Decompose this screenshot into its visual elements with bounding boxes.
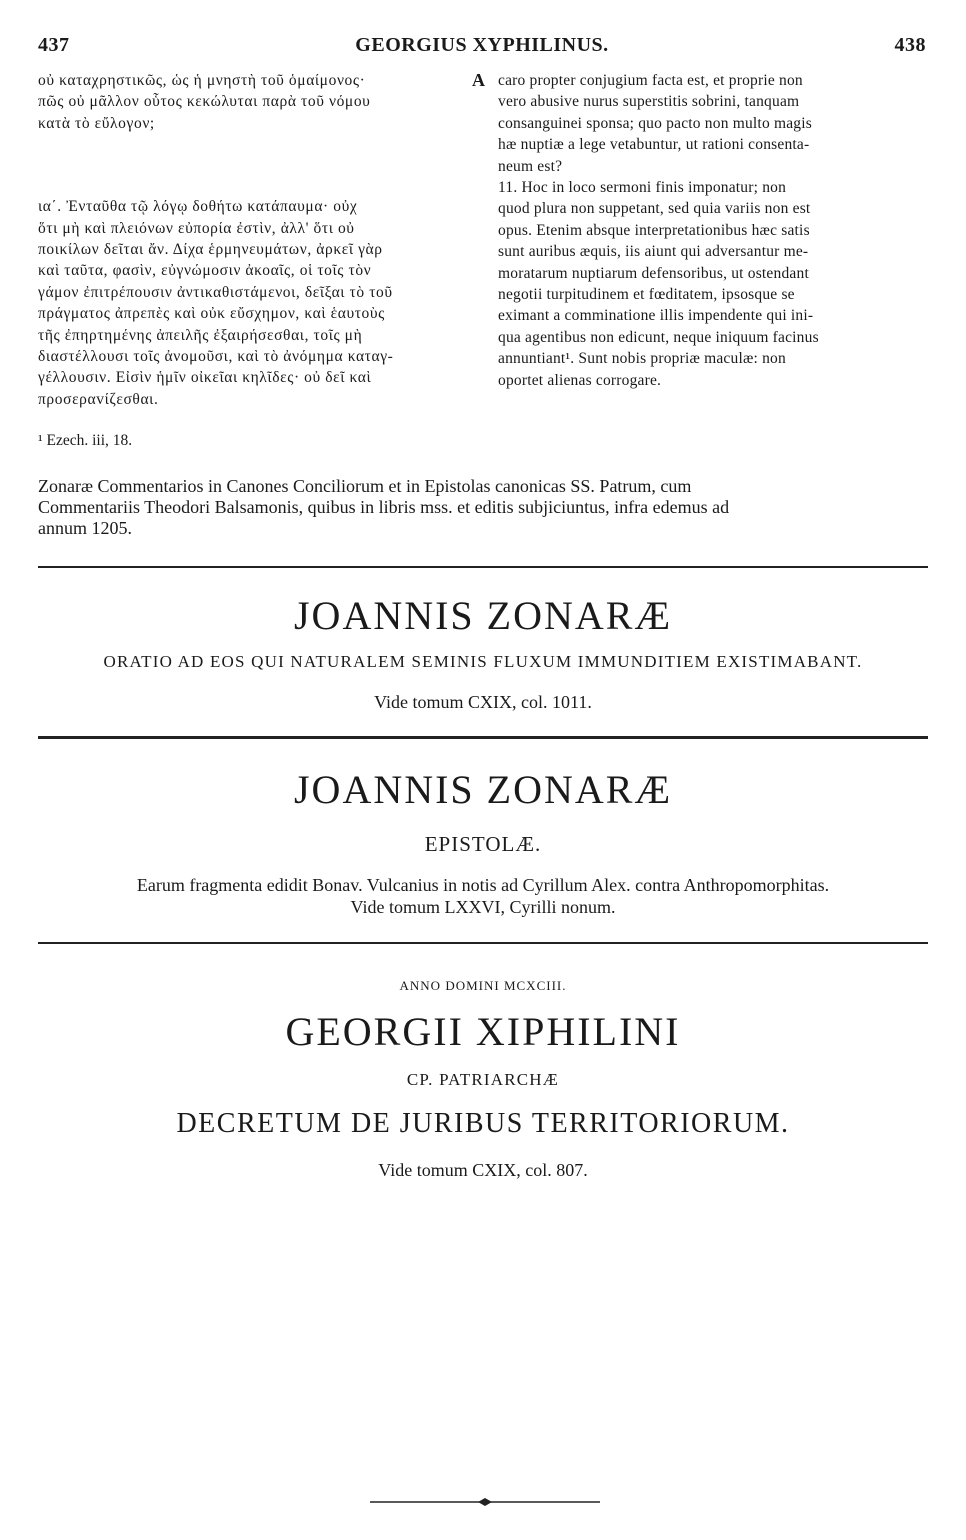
- cross-reference: Vide tomum LXXVI, Cyrilli nonum.: [350, 897, 616, 917]
- text-line: ὅτι μὴ καὶ πλειόνων εὐπορία ἐστὶν, ἀλλ' ὅτι οὐ: [38, 219, 355, 237]
- text-line: annuntiant¹. Sunt nobis propriæ maculæ: non: [498, 350, 786, 368]
- section-title-xiphilinus: GEORGII XIPHILINI: [285, 1009, 681, 1054]
- cross-reference: Vide tomum CXIX, col. 1011.: [374, 692, 592, 712]
- text-line: quod plura non suppetant, sed quia variis non est: [498, 200, 811, 218]
- section-subtitle-epistolae: EPISTOLÆ.: [424, 832, 542, 856]
- section-subtitle-patriarch: CP. PATRIARCHÆ: [406, 1070, 560, 1089]
- running-title: GEORGIUS XYPHILINUS.: [355, 34, 609, 56]
- text-line: moratarum nuptiarum defensoribus, ut ostendant: [498, 264, 809, 282]
- text-line: negotii turpitudinem et fœditatem, ipsosque se: [498, 286, 795, 304]
- column-marker: A: [472, 70, 485, 90]
- text-line: διαστέλλουσι τοῖς ἀνομοῦσι, καὶ τὸ ἀνόμημα καταγ-: [38, 348, 394, 366]
- text-line: qua agentibus non edicunt, neque iniquum facinus: [498, 328, 819, 346]
- footnote: ¹ Ezech. iii, 18.: [38, 432, 133, 449]
- section-subtitle-oratio: ORATIO AD EOS QUI NATURALEM SEMINIS FLUXUM IMMUNDITIEM EXISTIMABANT.: [103, 652, 863, 671]
- text-line: opus. Etenim absque interpretationibus hæc satis: [498, 221, 810, 239]
- text-line: καὶ ταῦτα, φασὶν, εὐγνώμοσιν ἀκοαῖς, οἱ τοῖς τὸν: [38, 262, 372, 280]
- text-line: sunt auribus æquis, iis aiunt qui adversantur me-: [498, 243, 809, 261]
- text-line: ια΄. Ἐνταῦθα τῷ λόγῳ δοθήτω κατάπαυμα· οὐχ: [38, 198, 358, 216]
- text-line: consanguinei sponsa; quo pacto non multo magis: [498, 114, 812, 132]
- section-title-zonaras-epistolae: JOANNIS ZONARÆ: [293, 767, 673, 812]
- section-description: Earum fragmenta edidit Bonav. Vulcanius in notis ad Cyrillum Alex. contra Anthropomorphitas.: [136, 875, 830, 895]
- text-line: πῶς οὐ μᾶλλον οὗτος κεκώλυται παρὰ τοῦ νόμου: [38, 93, 371, 111]
- text-line: oportet alienas corrogare.: [498, 371, 662, 389]
- text-line: κατὰ τὸ εὔλογον;: [38, 114, 155, 132]
- text-line: γέλλουσιν. Εἰσὶν ἡμῖν οἰκεῖαι κηλῖδες· οὐ δεῖ καὶ: [38, 369, 372, 387]
- cross-reference: Vide tomum CXIX, col. 807.: [378, 1160, 588, 1180]
- text-line: Zonaræ Commentarios in Canones Conciliorum et in Epistolas canonicas SS. Patrum, cum: [38, 476, 692, 496]
- latin-paragraph-2: [498, 177, 928, 391]
- text-line: hæ nuptiæ a lege vetabuntur, ut rationi consenta-: [498, 136, 810, 154]
- text-line: τῆς ἐπηρτημένης ἀπειλῆς ἐξαιρήσεσθαι, τοῖς μὴ: [38, 326, 363, 344]
- greek-paragraph-1: [38, 70, 460, 134]
- text-line: πράγματος ἀπρεπὲς καὶ οὐκ εὔσχημον, καὶ ἑαυτοὺς: [38, 305, 385, 323]
- greek-column: [38, 70, 460, 410]
- text-line: γάμον ἐπιτρέπουσιν ἀντικαθιστάμενοι, δεῖξαι τὸ τοῦ: [38, 283, 393, 301]
- text-line: Commentariis Theodori Balsamonis, quibus in libris mss. et editis subjiciuntus, infra edemus ad: [38, 497, 730, 517]
- text-line: προσεραvίζεσθαι.: [38, 390, 159, 408]
- text-line: vero abusive nurus superstitis sobrini, tanquam: [498, 93, 800, 111]
- year-line: ANNO DOMINI MCXCIII.: [399, 978, 567, 993]
- text-line: οὐ καταχρηστικῶς, ὡς ἡ μνηστὴ τοῦ ὁμαίμονος·: [38, 72, 366, 89]
- text-line: annum 1205.: [38, 518, 132, 538]
- text-line: caro propter conjugium facta est, et proprie non: [498, 72, 803, 89]
- section-title-zonaras-oratio: JOANNIS ZONARÆ: [293, 593, 673, 638]
- text-line: eximant a comminatione illis impendente qui ini-: [498, 307, 814, 325]
- text-line: ποικίλων δεῖται ἄν. Δίχα ἑρμηνευμάτων, ἀρκεῖ γὰρ: [38, 241, 383, 259]
- text-line: neum est?: [498, 157, 563, 175]
- end-ornament-icon: [370, 1497, 600, 1507]
- page-number-right: 438: [894, 34, 926, 56]
- divider-rule: [38, 736, 928, 739]
- latin-paragraph-1: [498, 70, 928, 177]
- editorial-note: [38, 476, 928, 539]
- text-line: 11. Hoc in loco sermoni finis imponatur; non: [498, 179, 787, 197]
- divider-rule: [38, 942, 928, 944]
- page-number-left: 437: [38, 34, 70, 56]
- greek-paragraph-2: [38, 196, 460, 410]
- divider-rule: [38, 566, 928, 568]
- decree-title: DECRETUM DE JURIBUS TERRITORIORUM.: [176, 1108, 790, 1139]
- running-header: [38, 34, 926, 62]
- latin-column: [498, 70, 928, 391]
